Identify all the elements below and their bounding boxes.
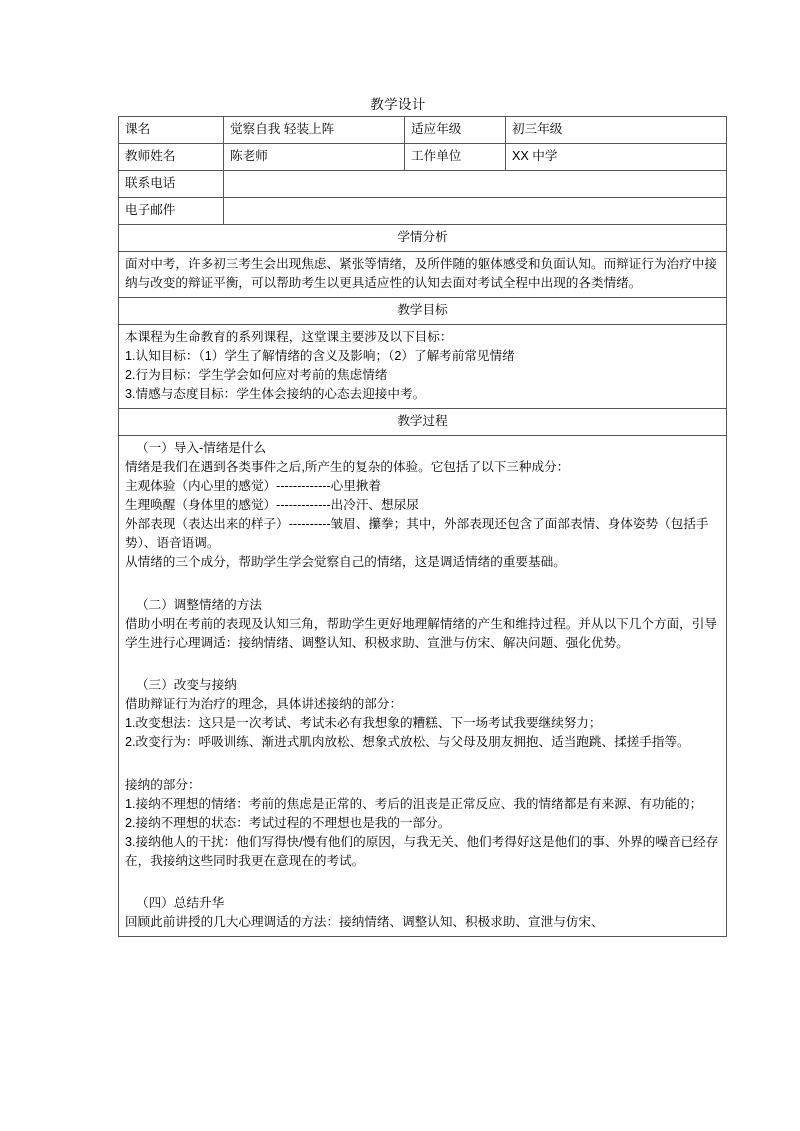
process-part3-line-2: 1.改变想法：这只是一次考试、考试未必有我想象的糟糕、下一场考试我要继续努力； — [125, 716, 602, 730]
process-part3-line-4: 接纳的部分： — [125, 777, 201, 792]
process-part3-line-5: 1.接纳不理想的情绪：考前的焦虑是正常的、考后的沮丧是正常反应、我的情绪都是有来源、有功能的； — [125, 796, 703, 811]
section-heading-process: 教学过程 — [119, 409, 727, 436]
table-row — [119, 117, 727, 144]
table-row — [119, 225, 727, 252]
table-row — [119, 436, 727, 937]
field-value-grade: 初三年级 — [506, 117, 727, 144]
process-part4-title: （四）总结升华 — [136, 896, 225, 910]
lesson-plan-table — [118, 116, 727, 937]
table-row — [119, 298, 727, 325]
table-row — [119, 325, 727, 409]
process-part4-line-1: 回顾此前讲授的几大心理调适的方法：接纳情绪、调整认知、积极求助、宣泄与仿宋、 — [125, 915, 604, 929]
section-body-objectives — [119, 325, 727, 409]
process-part3-title: （三）改变与接纳 — [136, 678, 237, 692]
objectives-intro: 本课程为生命教育的系列课程，这堂课主要涉及以下目标： — [125, 330, 453, 344]
process-part1-line-3: 生理唤醒（身体里的感觉）-------------出冷汗、想尿尿 — [125, 498, 419, 512]
field-value-phone — [224, 171, 727, 198]
process-part1-line-4: 外部表现（表达出来的样子）----------皱眉、攥拳；其中，外部表现还包含了面部表情、身体姿势（包括手势）、语音语调。 — [125, 517, 709, 550]
process-part3-line-6: 2.接纳不理想的状态：考试过程的不理想也是我的一部分。 — [125, 815, 451, 830]
process-part2-line-1: 借助小明在考前的表现及认知三角，帮助学生更好地理解情绪的产生和维持过程。并从以下几个方面，引导学生进行心理调适：接纳情绪、调整认知、积极求助、宣泄与仿宋、解决问题、强化优势。 — [125, 616, 717, 650]
field-label-course-name: 课名 — [119, 117, 224, 144]
process-spacer-3 — [125, 752, 720, 776]
objectives-item-3: 3.情感与态度目标：学生体会接纳的心态去迎接中考。 — [125, 387, 426, 401]
process-part2-title: （二）调整情绪的方法 — [136, 597, 262, 612]
page-title: 教学设计 — [370, 97, 426, 112]
section-heading-analysis: 学情分析 — [119, 225, 727, 252]
process-part1-line-1: 情绪是我们在遇到各类事件之后,所产生的复杂的体验。它包括了以下三种成分： — [125, 460, 570, 474]
table-row — [119, 144, 727, 171]
process-part1-line-2: 主观体验（内心里的感觉）-------------心里揪着 — [125, 479, 382, 493]
field-value-teacher-name: 陈老师 — [224, 144, 405, 171]
process-part3-line-7: 3.接纳他人的干扰：他们写得快/慢有他们的原因，与我无关、他们考得好这是他们的事、外界的噪音已经存在，我接纳这些同时我更在意现在的考试。 — [125, 834, 719, 868]
process-spacer-4 — [125, 871, 720, 895]
section-heading-objectives: 教学目标 — [119, 298, 727, 325]
field-label-work-unit: 工作单位 — [405, 144, 506, 171]
objectives-item-1: 1.认知目标：（1）学生了解情绪的含义及影响；（2）了解考前常见情绪 — [125, 349, 515, 363]
section-body-analysis: 面对中考，许多初三考生会出现焦虑、紧张等情绪，及所伴随的躯体感受和负面认知。而辩证行为治疗中接纳与改变的辩证平衡，可以帮助考生以更具适应性的认知去面对考试全程中出现的各类情绪。 — [119, 252, 727, 298]
table-row — [119, 171, 727, 198]
field-label-teacher-name: 教师姓名 — [119, 144, 224, 171]
process-part1-line-5: 从情绪的三个成分，帮助学生学会觉察自己的情绪，这是调适情绪的重要基础。 — [125, 555, 566, 569]
table-row — [119, 409, 727, 436]
process-part3-line-1: 借助辩证行为治疗的理念，具体讲述接纳的部分： — [125, 697, 403, 711]
table-row — [119, 198, 727, 225]
objectives-item-2: 2.行为目标：学生学会如何应对考前的焦虑情绪 — [125, 368, 388, 382]
field-value-course-name: 觉察自我 轻装上阵 — [224, 117, 405, 144]
table-row — [119, 252, 727, 298]
process-spacer-1 — [125, 572, 720, 596]
field-value-work-unit: XX 中学 — [506, 144, 727, 171]
field-label-phone: 联系电话 — [119, 171, 224, 198]
field-value-email — [224, 198, 727, 225]
field-label-email: 电子邮件 — [119, 198, 224, 225]
section-body-process — [119, 436, 727, 937]
process-part1-title: （一）导入-情绪是什么 — [136, 441, 267, 455]
process-spacer-2 — [125, 653, 720, 677]
field-label-grade: 适应年级 — [405, 117, 506, 144]
process-part3-line-3: 2.改变行为：呼吸训练、渐进式肌肉放松、想象式放松、与父母及朋友拥抱、适当跑跳、揉搓手指等。 — [125, 735, 690, 749]
